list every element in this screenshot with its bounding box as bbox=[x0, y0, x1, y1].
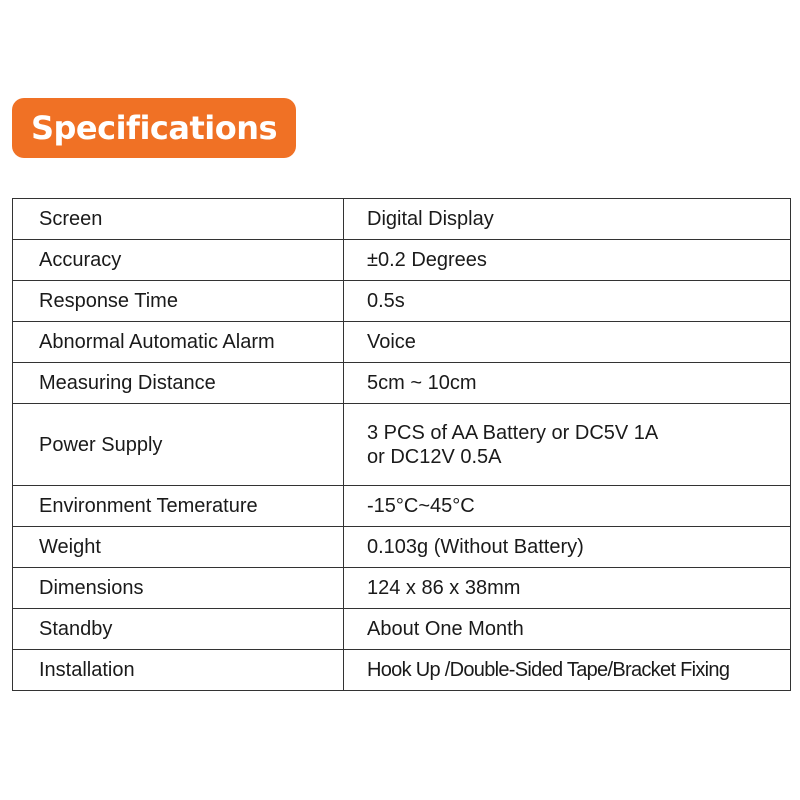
spec-label: Response Time bbox=[13, 281, 344, 322]
table-row bbox=[13, 199, 791, 240]
specifications-title: Specifications bbox=[12, 98, 296, 158]
spec-value-line: 3 PCS of AA Battery or DC5V 1A bbox=[367, 421, 659, 444]
spec-value: 0.103g (Without Battery) bbox=[344, 527, 791, 568]
specifications-table bbox=[12, 198, 791, 691]
table-row bbox=[13, 322, 791, 363]
spec-label: Screen bbox=[13, 199, 344, 240]
spec-value: About One Month bbox=[344, 609, 791, 650]
spec-value: -15°C~45°C bbox=[344, 486, 791, 527]
spec-label: Power Supply bbox=[13, 404, 344, 486]
spec-value: 0.5s bbox=[344, 281, 791, 322]
spec-label: Abnormal Automatic Alarm bbox=[13, 322, 344, 363]
spec-value: 5cm ~ 10cm bbox=[344, 363, 791, 404]
table-row bbox=[13, 240, 791, 281]
spec-label: Environment Temerature bbox=[13, 486, 344, 527]
spec-label: Dimensions bbox=[13, 568, 344, 609]
spec-label: Measuring Distance bbox=[13, 363, 344, 404]
spec-value-line: or DC12V 0.5A bbox=[367, 445, 502, 468]
spec-value: Voice bbox=[344, 322, 791, 363]
spec-label: Accuracy bbox=[13, 240, 344, 281]
table-row bbox=[13, 404, 791, 486]
spec-value: ±0.2 Degrees bbox=[344, 240, 791, 281]
spec-value: 124 x 86 x 38mm bbox=[344, 568, 791, 609]
table-row bbox=[13, 568, 791, 609]
table-row bbox=[13, 486, 791, 527]
spec-value: Hook Up /Double-Sided Tape/Bracket Fixing bbox=[344, 650, 791, 691]
spec-value: Digital Display bbox=[344, 199, 791, 240]
spec-value bbox=[344, 404, 791, 486]
table-row bbox=[13, 609, 791, 650]
spec-label: Standby bbox=[13, 609, 344, 650]
table-row bbox=[13, 363, 791, 404]
table-row bbox=[13, 281, 791, 322]
spec-label: Installation bbox=[13, 650, 344, 691]
table-row bbox=[13, 527, 791, 568]
spec-label: Weight bbox=[13, 527, 344, 568]
table-row bbox=[13, 650, 791, 691]
